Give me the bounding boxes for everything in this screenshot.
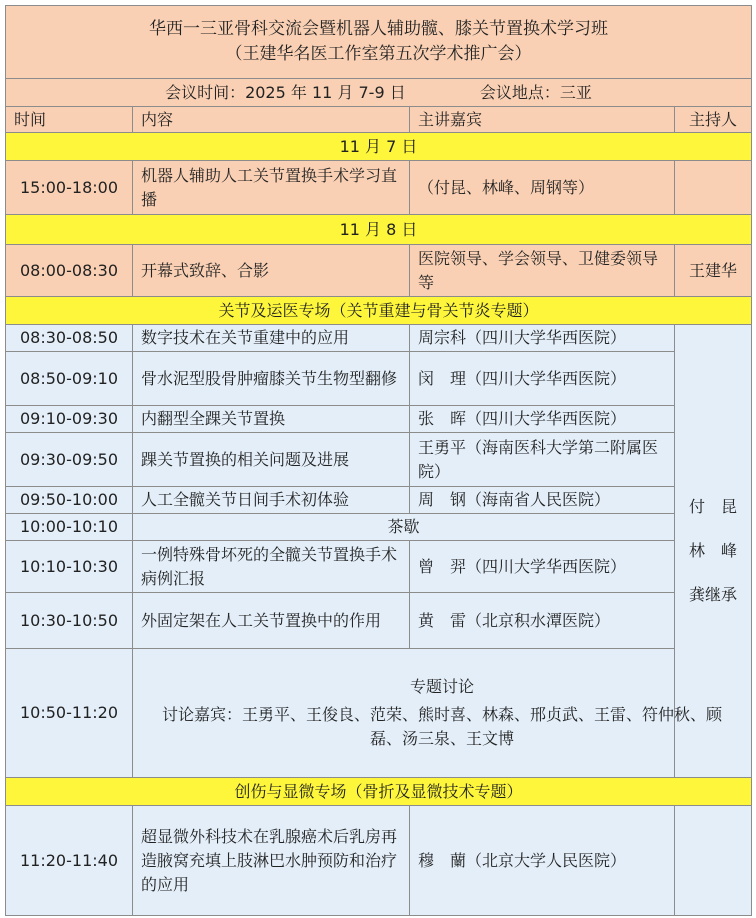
host-name: 龚继承 [688,585,737,604]
header-time: 时间 [6,107,133,133]
schedule-table [5,5,752,916]
day1-label: 11 月 7 日 [6,133,752,161]
host-name: 林 峰 [688,541,737,560]
title-line1: 华西一三亚骨科交流会暨机器人辅助髋、膝关节置换术学习班 [149,19,608,39]
talk-speaker: 黄 雷（北京积水潭医院） [410,593,675,649]
talk-speaker: 穆 蘭（北京大学人民医院） [410,806,675,916]
header-content: 内容 [133,107,410,133]
talk-content: 内翻型全踝关节置换 [133,406,410,433]
session-time: 15:00-18:00 [6,161,133,215]
talk-row [6,806,752,916]
talk-row [6,325,752,352]
session2-hosts [675,806,752,916]
talk-speaker: 曾 羿（四川大学华西医院） [410,541,675,593]
talk-time: 10:30-10:50 [6,593,133,649]
talk-row [6,433,752,487]
session-content: 机器人辅助人工关节置换手术学习直播 [133,161,410,215]
talk-speaker: 张 晖（四川大学华西医院） [410,406,675,433]
talk-speaker: 王勇平（海南医科大学第二附属医院） [410,433,675,487]
page-title [6,6,752,79]
header-speaker: 主讲嘉宾 [410,107,675,133]
host-name: 付 昆 [688,497,737,516]
talk-time: 09:30-09:50 [6,433,133,487]
talk-content: 超显微外科技术在乳腺癌术后乳房再造腋窝充填上肢淋巴水肿预防和治疗的应用 [133,806,410,916]
session-host: 王建华 [675,245,752,297]
discussion-cell [133,649,752,778]
day2-opening-row [6,245,752,297]
talk-content: 踝关节置换的相关问题及进展 [133,433,410,487]
discussion-title: 专题讨论 [409,677,474,696]
break-time: 10:00-10:10 [6,514,133,541]
session1-title-row [6,297,752,325]
talk-speaker: 周 钢（海南省人民医院） [410,487,675,514]
meeting-time: 会议时间：2025 年 11 月 7-9 日 [165,82,406,102]
session-speaker: （付昆、林峰、周钢等） [410,161,675,215]
meta-row [6,79,752,107]
session2-title: 创伤与显微专场（骨折及显微技术专题） [6,778,752,806]
talk-content: 一例特殊骨坏死的全髋关节置换手术病例汇报 [133,541,410,593]
day2-row [6,215,752,245]
talk-content: 人工全髋关节日间手术初体验 [133,487,410,514]
title-line2: （王建华名医工作室第五次学术推广会） [225,44,532,64]
header-row [6,107,752,133]
talk-row [6,487,752,514]
talk-time: 08:30-08:50 [6,325,133,352]
discussion-guests: 讨论嘉宾：王勇平、王俊良、范荣、熊时喜、林森、邢贞武、王雷、符仲秋、顾磊、汤三泉、王文博 [161,705,722,748]
talk-content: 外固定架在人工关节置换中的作用 [133,593,410,649]
session-host [675,161,752,215]
header-host: 主持人 [675,107,752,133]
break-label: 茶歇 [133,514,675,541]
session2-title-row [6,778,752,806]
talk-content: 数字技术在关节重建中的应用 [133,325,410,352]
day2-label: 11 月 8 日 [6,215,752,245]
talk-row [6,593,752,649]
meeting-location: 会议地点：三亚 [479,82,592,102]
talk-row [6,541,752,593]
session-content: 开幕式致辞、合影 [133,245,410,297]
talk-row [6,352,752,406]
talk-speaker: 周宗科（四川大学华西医院） [410,325,675,352]
day1-session-row [6,161,752,215]
talk-content: 骨水泥型股骨肿瘤膝关节生物型翻修 [133,352,410,406]
talk-time: 10:10-10:30 [6,541,133,593]
discussion-time: 10:50-11:20 [6,649,133,778]
session1-title: 关节及运医专场（关节重建与骨关节炎专题） [6,297,752,325]
talk-time: 09:50-10:00 [6,487,133,514]
title-row [6,6,752,79]
talk-speaker: 闵 理（四川大学华西医院） [410,352,675,406]
break-row [6,514,752,541]
day1-row [6,133,752,161]
meeting-info [6,79,752,107]
discussion-row [6,649,752,778]
talk-time: 11:20-11:40 [6,806,133,916]
session-speaker: 医院领导、学会领导、卫健委领导等 [410,245,675,297]
talk-row [6,406,752,433]
talk-time: 08:50-09:10 [6,352,133,406]
session-time: 08:00-08:30 [6,245,133,297]
talk-time: 09:10-09:30 [6,406,133,433]
